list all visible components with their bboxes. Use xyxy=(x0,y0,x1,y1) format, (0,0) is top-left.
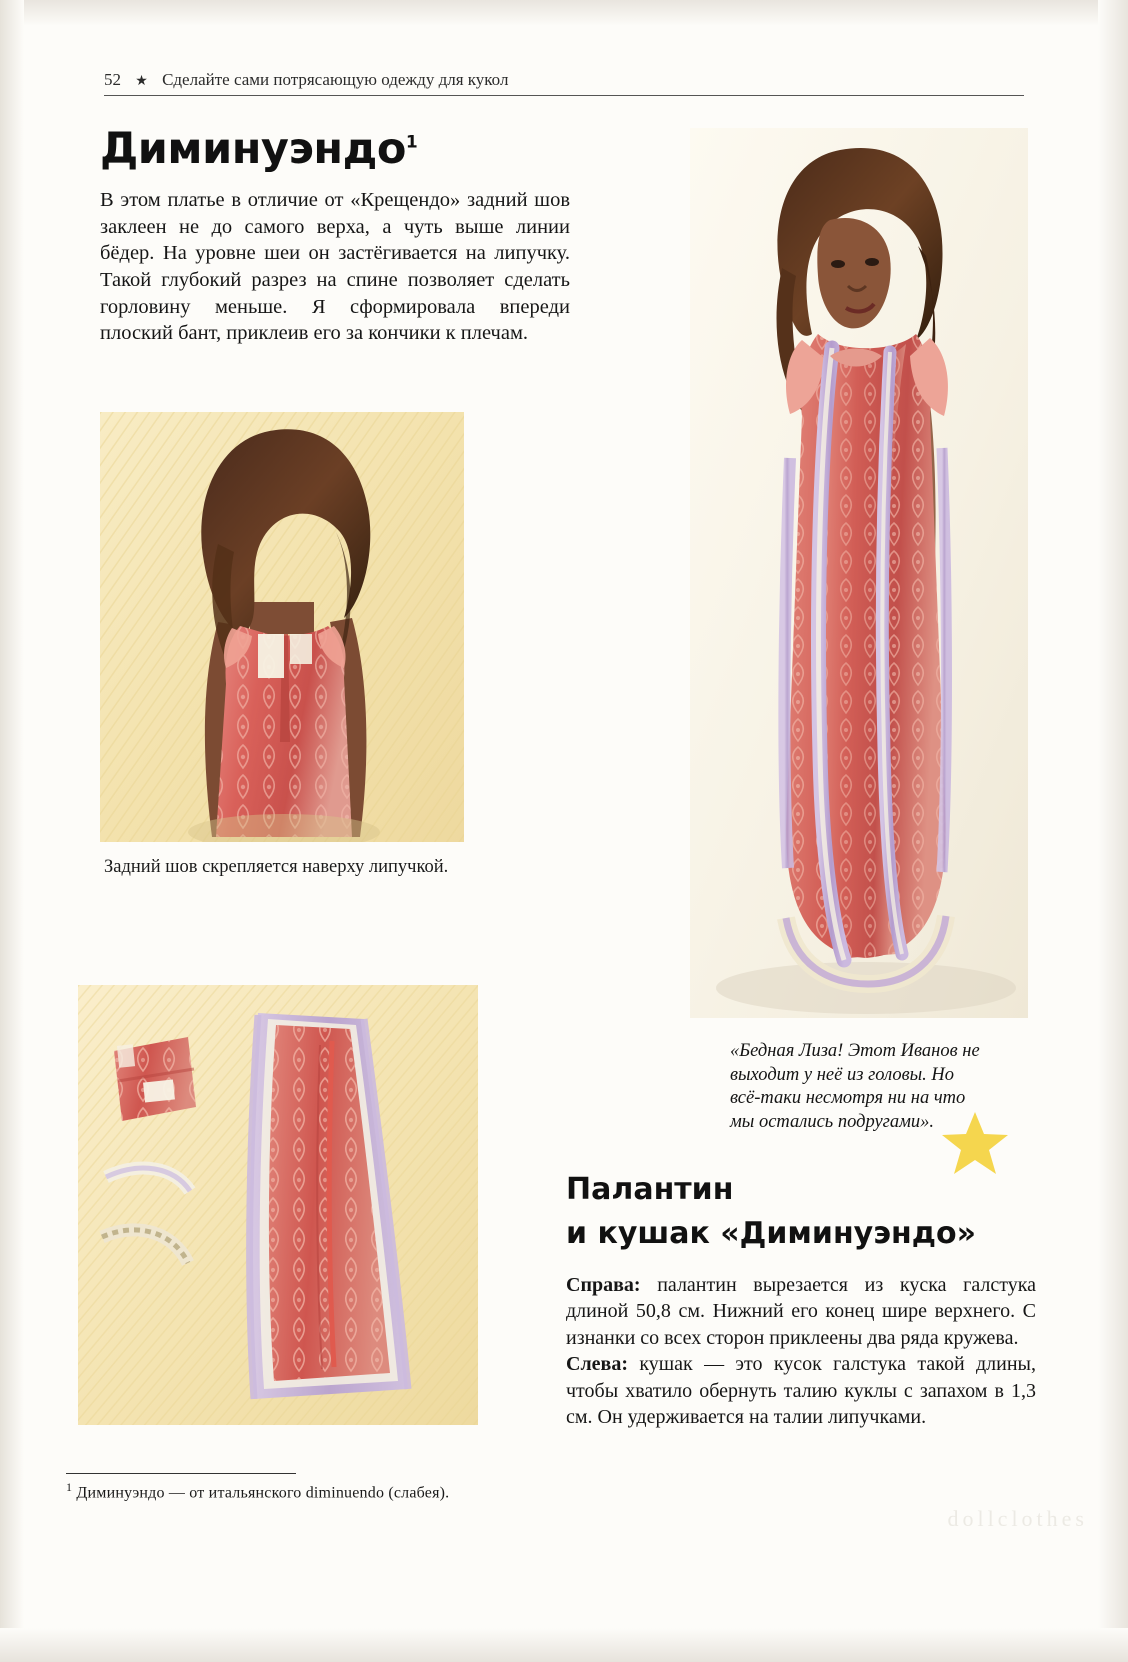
footnote-text: Диминуэндо — от итальянского diminuendo (слабея). xyxy=(76,1484,450,1502)
intro-paragraph: В этом платье в отличие от «Крещендо» задний шов заклеен не до самого верха, а чуть выше линии бёдер. На уровне шеи он застёгивается на липучку. Такой глубокий разрез на спине позволяет сделать горловину меньше. Я сформировала впереди плоский бант, приклеив его за кончики к плечам. xyxy=(100,189,570,345)
full-doll-illustration xyxy=(690,128,1028,1018)
paragraph-text-right: палантин вырезается из куска галстука длиной 50,8 см. Нижний его конец шире верхнего. С изнанки со всех сторон приклеены два ряда кружева. xyxy=(566,1274,1036,1349)
paragraph-lead-left: Слева: xyxy=(566,1353,629,1376)
page-number: 52 xyxy=(104,70,121,89)
pull-quote: «Бедная Лиза! Этот Иванов не выходит у неё из головы. Но всё-таки несмотря ни на что мы остались подругами». xyxy=(730,1041,980,1133)
title-footnote-marker: 1 xyxy=(405,132,418,153)
scan-edge-top xyxy=(0,0,1128,26)
back-seam-illustration xyxy=(100,412,464,842)
page-title xyxy=(100,124,570,174)
scan-artifact-text: dollclothes xyxy=(947,1506,1088,1531)
paragraph-lead-right: Справа: xyxy=(566,1274,641,1296)
footnote-divider xyxy=(66,1473,296,1474)
scan-edge-bottom xyxy=(0,1628,1128,1662)
scan-edge-left xyxy=(0,0,24,1662)
footnote-marker: 1 xyxy=(66,1480,73,1494)
header-divider xyxy=(104,95,1024,96)
flat-pieces-illustration xyxy=(78,985,478,1425)
star-icon: ★ xyxy=(135,74,148,89)
running-head xyxy=(104,70,1024,90)
section-heading-line1: Палантин xyxy=(566,1172,734,1207)
article-intro-block xyxy=(100,124,570,347)
scan-edge-right xyxy=(1098,0,1128,1662)
section-paragraph-right xyxy=(566,1272,1036,1351)
section-body xyxy=(566,1272,1036,1430)
footnote xyxy=(66,1480,626,1502)
section-paragraph-left xyxy=(566,1351,1036,1430)
section-heading-line2: и кушак «Диминуэндо» xyxy=(566,1215,976,1251)
full-doll-photo xyxy=(690,128,1028,1018)
sash-piece xyxy=(114,1037,196,1121)
back-seam-photo xyxy=(100,412,464,842)
paragraph-text-left: кушак — это кусок галстука такой длины, чтобы хватило обернуть талию куклы с запахом в 1,3 см. Он удерживается на талии липучками. xyxy=(566,1353,1036,1428)
running-head-title: Сделайте сами потрясающую одежду для кукол xyxy=(162,70,509,89)
page-title-text: Диминуэндо xyxy=(100,124,406,174)
flat-pieces-photo xyxy=(78,985,478,1425)
section-heading xyxy=(566,1168,1036,1255)
back-seam-photo-caption: Задний шов скрепляется наверху липучкой. xyxy=(104,857,449,877)
